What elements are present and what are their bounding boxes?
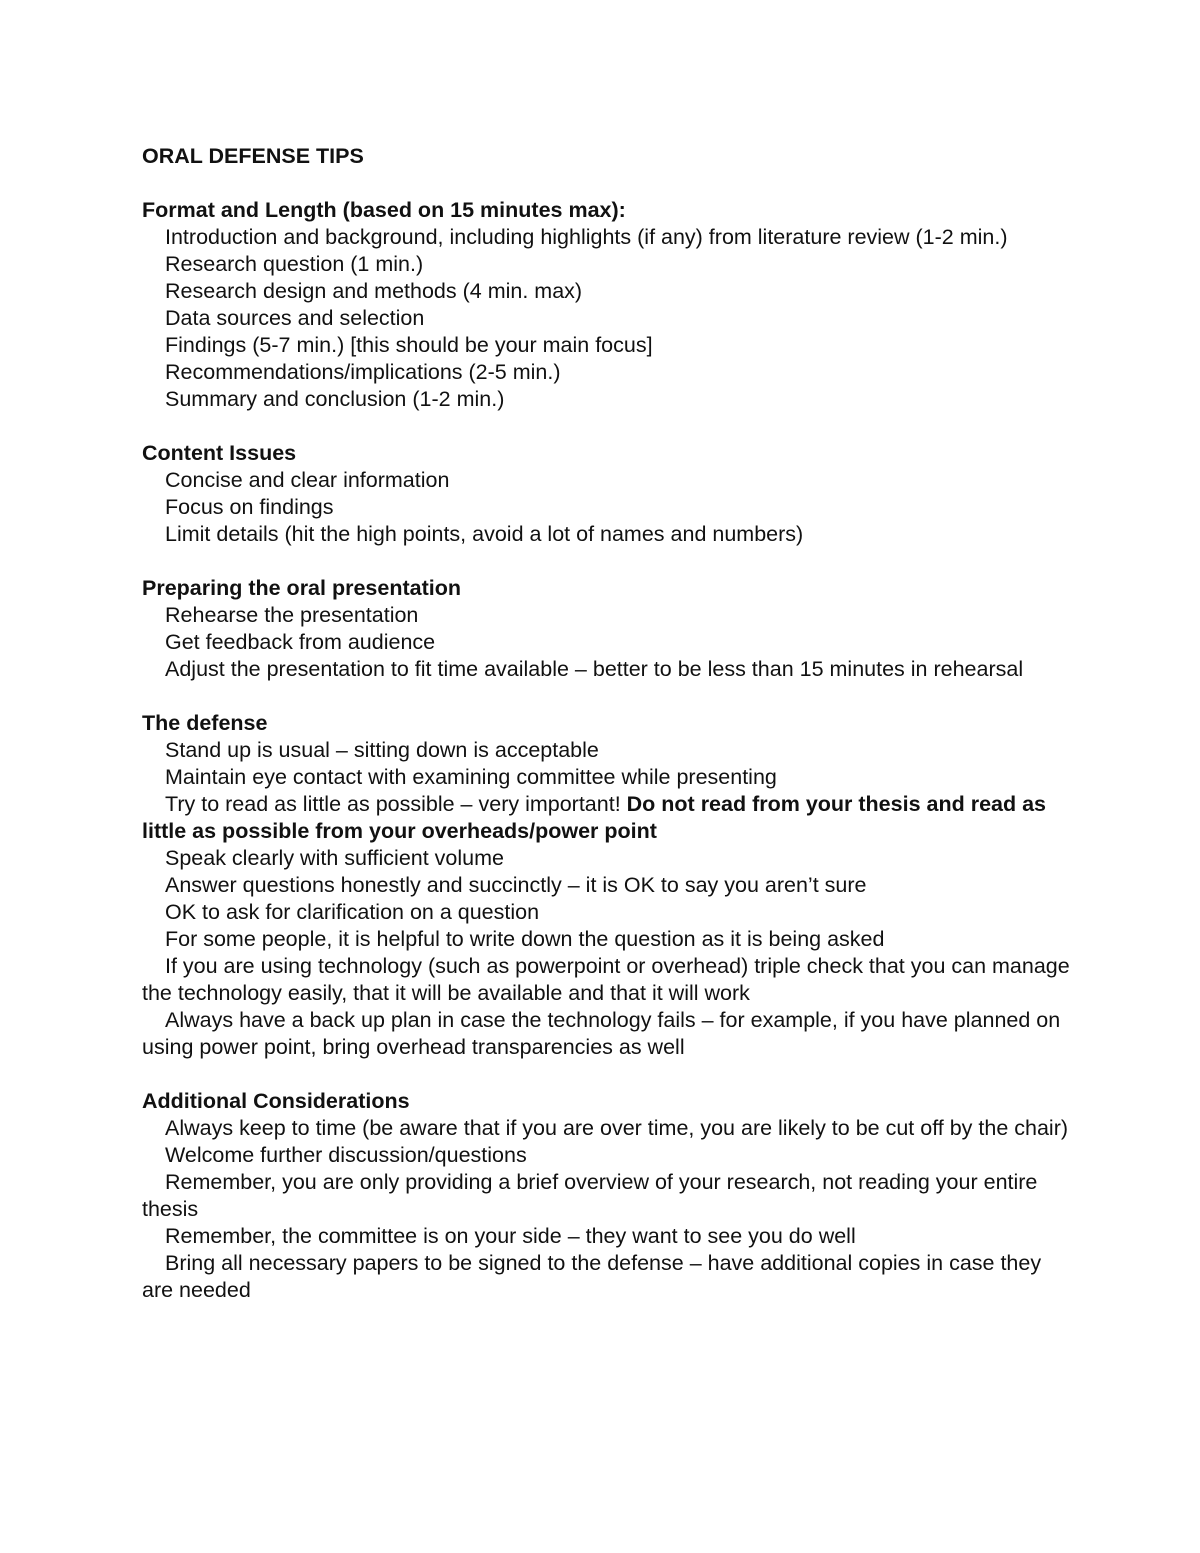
list-item: Welcome further discussion/questions [165,1143,527,1167]
document-body [142,143,1072,1304]
list-item: Adjust the presentation to fit time available – better to be less than 15 minutes in rehearsal [165,657,1024,681]
list-item: Recommendations/implications (2-5 min.) [165,360,561,384]
list-item: Stand up is usual – sitting down is acceptable [165,738,599,762]
list-item: Data sources and selection [165,306,425,330]
list-item: OK to ask for clarification on a question [165,900,540,924]
list-item: Get feedback from audience [165,630,436,654]
list-item: Maintain eye contact with examining committee while presenting [165,765,777,789]
list-item: Introduction and background, including highlights (if any) from literature review (1-2 min.) [165,225,1008,249]
list-item: Summary and conclusion (1-2 min.) [165,387,505,411]
list-item: For some people, it is helpful to write down the question as it is being asked [165,927,885,951]
list-item: Remember, you are only providing a brief overview of your research, not reading your entire thesis [142,1170,1038,1221]
section-the-defense [142,710,1072,1061]
section-content-issues [142,440,1072,548]
section-preparing-oral-presentation [142,575,1072,683]
list-item: Limit details (hit the high points, avoid a lot of names and numbers) [165,522,804,546]
document-title: ORAL DEFENSE TIPS [142,144,364,168]
list-item: Always have a back up plan in case the technology fails – for example, if you have planned on using power point, bring overhead transparencies as well [142,1008,1061,1059]
list-item: Rehearse the presentation [165,603,419,627]
list-item: Bring all necessary papers to be signed to the defense – have additional copies in case they are needed [142,1251,1042,1302]
list-item: If you are using technology (such as powerpoint or overhead) triple check that you can manage the technology easily, that it will be available and that it will work [142,954,1070,1005]
list-item [142,791,1072,845]
list-item: Focus on findings [165,495,334,519]
list-item-emphasis: Do not read from your thesis and read as little as possible from your overheads/power point [142,792,1047,843]
list-item: Findings (5-7 min.) [this should be your main focus] [165,333,653,357]
section-heading: Format and Length (based on 15 minutes max): [142,198,626,222]
list-item: Speak clearly with sufficient volume [165,846,504,870]
list-item: Research question (1 min.) [165,252,424,276]
list-item: Concise and clear information [165,468,450,492]
section-heading: Content Issues [142,441,297,465]
section-format-and-length [142,197,1072,413]
section-additional-considerations [142,1088,1072,1304]
list-item: Remember, the committee is on your side – they want to see you do well [165,1224,856,1248]
list-item: Answer questions honestly and succinctly – it is OK to say you aren’t sure [165,873,867,897]
section-heading: Preparing the oral presentation [142,576,461,600]
section-heading: The defense [142,711,268,735]
list-item-text: Try to read as little as possible – very important! [165,792,627,816]
list-item: Research design and methods (4 min. max) [165,279,583,303]
section-heading: Additional Considerations [142,1089,410,1113]
list-item: Always keep to time (be aware that if you are over time, you are likely to be cut off by the chair) [165,1116,1069,1140]
